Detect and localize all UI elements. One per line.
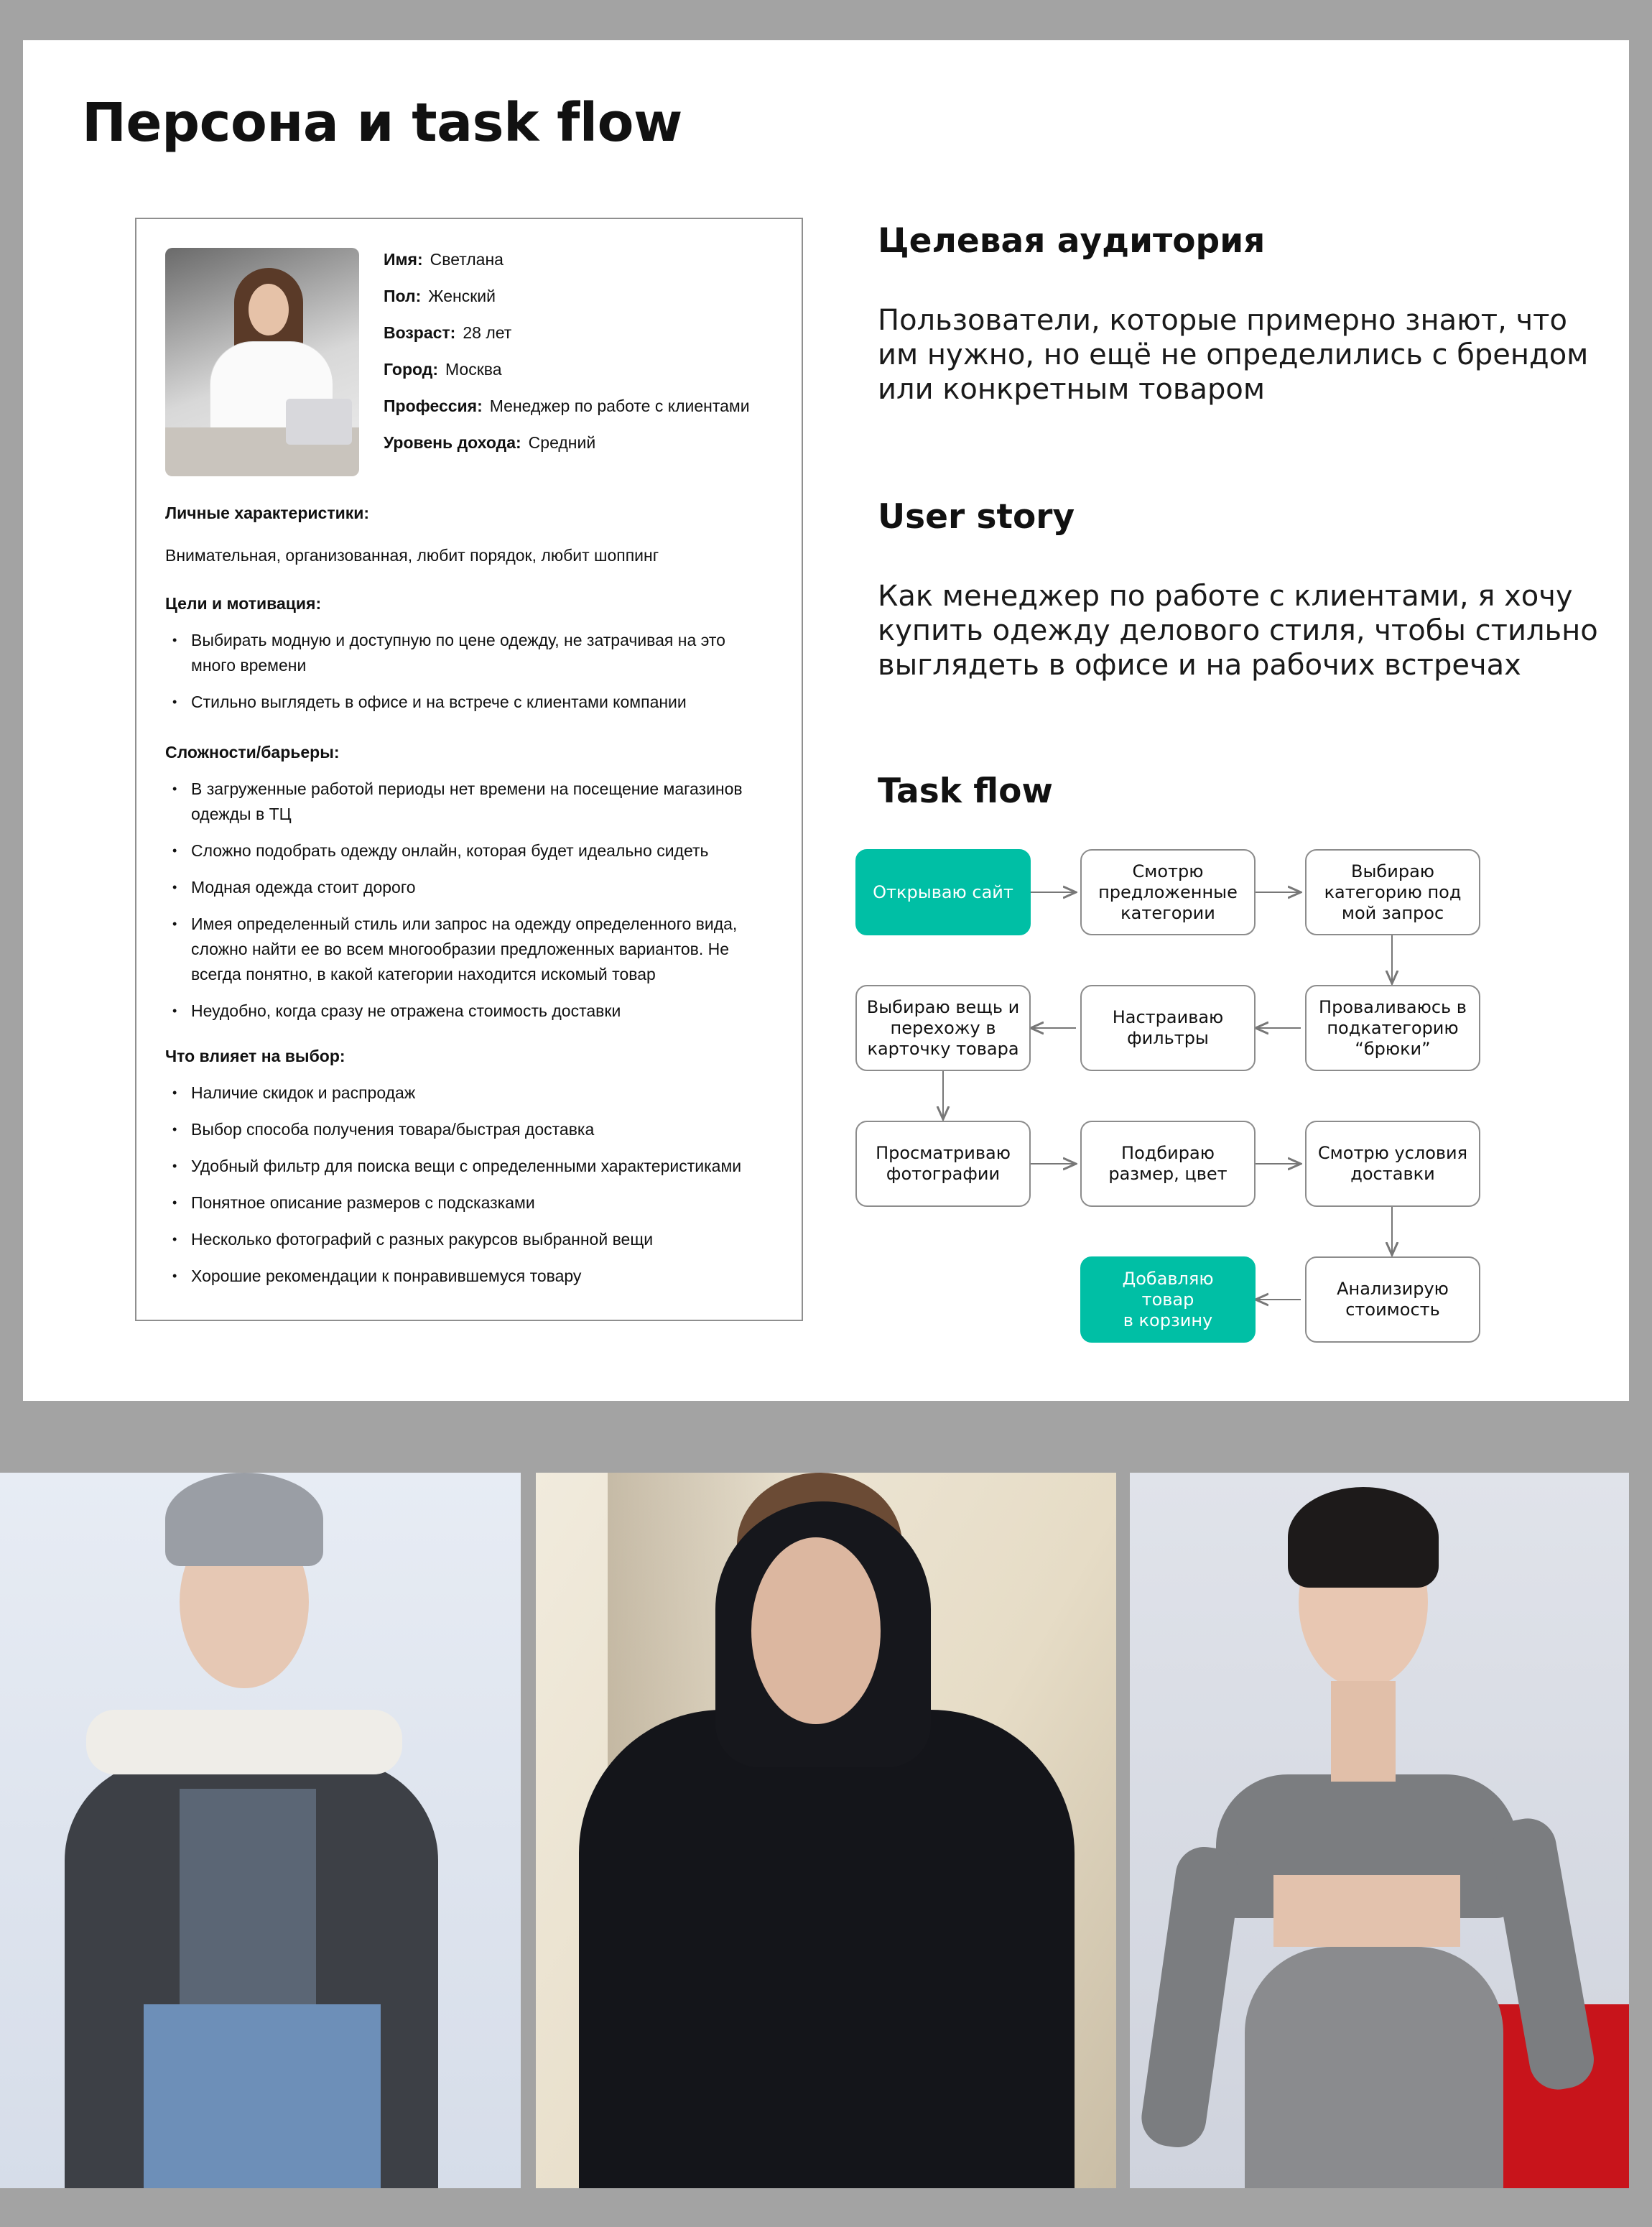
step-add-to-cart: Добавляю товар в корзину — [1080, 1256, 1256, 1343]
step-open-product: Выбираю вещь и перехожу в карточку товара — [855, 985, 1031, 1071]
list-item: • Имея определенный стиль или запрос на одежду определенного вида, сложно найти ее во всем многообразии предложенных вариантов. Не всегда понятно, в какой категории находится искомый товар — [165, 912, 773, 987]
step-analyze-price: Анализирую стоимость — [1305, 1256, 1480, 1343]
step-view-categories: Смотрю предложенные категории — [1080, 849, 1256, 935]
page-title: Персона и task flow — [82, 92, 682, 154]
factors-section — [165, 1044, 773, 1289]
list-item: • Несколько фотографий с разных ракурсов выбранной вещи — [165, 1227, 773, 1252]
list-item: • В загруженные работой периоды нет времени на посещение магазинов одежды в ТЦ — [165, 777, 773, 827]
audience-text: Пользователи, которые примерно знают, что им нужно, но ещё не определились с брендом или конкретным товаром — [878, 304, 1589, 406]
goals-section — [165, 591, 773, 715]
list-item: • Выбор способа получения товара/быстрая доставка — [165, 1117, 773, 1142]
list-item: • Стильно выглядеть в офисе и на встрече с клиентами компании — [165, 690, 773, 715]
step-subcategory: Проваливаюсь в подкатегорию “брюки” — [1305, 985, 1480, 1071]
fact-age: Возраст: 28 лет — [384, 323, 512, 342]
story-title: User story — [878, 497, 1075, 537]
persona-facts — [384, 246, 750, 466]
photo-model-hoodie — [536, 1473, 1116, 2188]
goals-title: Цели и мотивация: — [165, 594, 322, 613]
step-open-site: Открываю сайт — [855, 849, 1031, 935]
fact-city: Город: Москва — [384, 360, 502, 379]
fact-name: Имя: Светлана — [384, 250, 504, 269]
list-item: • Удобный фильтр для поиска вещи с определенными характеристиками — [165, 1154, 773, 1179]
step-delivery: Смотрю условия доставки — [1305, 1121, 1480, 1207]
step-filters: Настраиваю фильтры — [1080, 985, 1256, 1071]
goals-list — [165, 628, 773, 715]
barriers-title: Сложности/барьеры: — [165, 743, 340, 761]
list-item: • Понятное описание размеров с подсказками — [165, 1190, 773, 1216]
traits-text: Внимательная, организованная, любит порядок, любит шоппинг — [165, 546, 659, 565]
factors-title: Что влияет на выбор: — [165, 1047, 345, 1065]
persona-photo — [165, 248, 359, 476]
persona-card — [135, 218, 803, 1321]
traits-title: Личные характеристики: — [165, 504, 370, 522]
photo-model-jacket — [0, 1473, 521, 2188]
step-size-color: Подбираю размер, цвет — [1080, 1121, 1256, 1207]
list-item: • Хорошие рекомендации к понравившемуся товару — [165, 1264, 773, 1289]
list-item: • Наличие скидок и распродаж — [165, 1080, 773, 1106]
barriers-section — [165, 740, 773, 1024]
list-item: • Сложно подобрать одежду онлайн, которая будет идеально сидеть — [165, 838, 773, 864]
barriers-list — [165, 777, 773, 1024]
step-choose-category: Выбираю категорию под мой запрос — [1305, 849, 1480, 935]
list-item: • Выбирать модную и доступную по цене одежду, не затрачивая на это много времени — [165, 628, 773, 678]
taskflow-title: Task flow — [878, 772, 1053, 811]
slide — [23, 40, 1629, 1401]
list-item: • Модная одежда стоит дорого — [165, 875, 773, 900]
step-view-photos: Просматриваю фотографии — [855, 1121, 1031, 1207]
fact-profession: Профессия: Менеджер по работе с клиентами — [384, 397, 750, 415]
list-item: • Неудобно, когда сразу не отражена стоимость доставки — [165, 999, 773, 1024]
audience-title: Целевая аудитория — [878, 221, 1266, 261]
traits-section — [165, 501, 773, 568]
photo-model-knit-set — [1130, 1473, 1629, 2188]
fact-gender: Пол: Женский — [384, 287, 496, 305]
story-text: Как менеджер по работе с клиентами, я хочу купить одежду делового стиля, чтобы стильно выглядеть в офисе и на рабочих встречах — [878, 580, 1598, 682]
fact-income: Уровень дохода: Средний — [384, 433, 596, 452]
factors-list — [165, 1080, 773, 1289]
